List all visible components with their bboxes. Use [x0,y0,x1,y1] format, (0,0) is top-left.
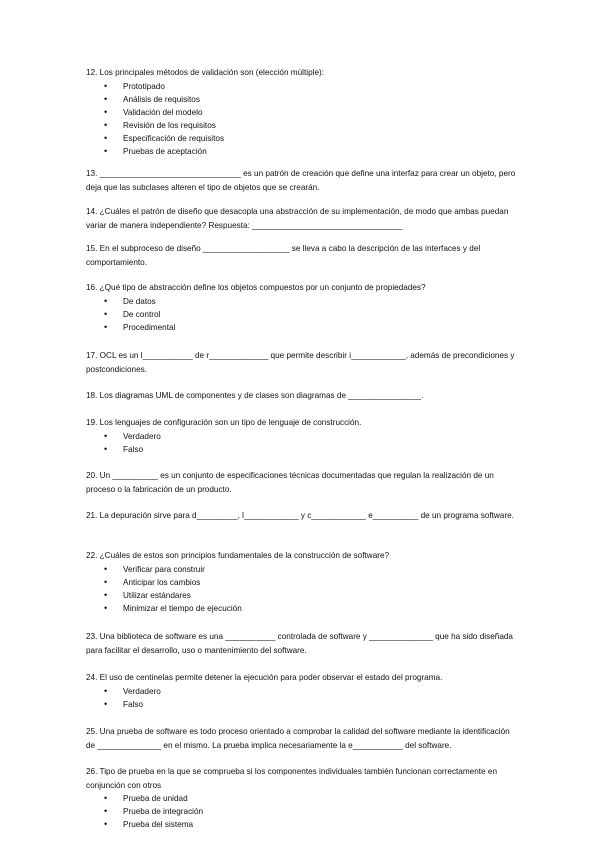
option-item: • Prototipado [86,80,516,93]
option-list [86,295,516,334]
option-item: • Verificar para construir [86,563,516,576]
option-item: • Prueba del sistema [86,818,516,831]
question-text: 14. ¿Cuáles el patrón de diseño que desacopla una abstracción de su implementación, de modo que ambas puedan variar de manera independiente? Respuesta: _________________________________ [86,207,509,230]
option-item: • Validación del modelo [86,106,516,119]
option-item: • Verdadero [86,430,516,443]
question-text: 13. _______________________________ es un patrón de creación que define una interfaz para crear un objeto, pero deja que las subclases alteren el tipo de objetos que se crearán. [86,169,516,192]
question-22 [86,549,516,615]
question-text: 26. Tipo de prueba en la que se comprueba si los componentes individuales también funcionan correctamente en conjunción con otros [86,767,497,790]
option-item: • Análisis de requisitos [86,93,516,106]
option-item: • Anticipar los cambios [86,576,516,589]
question-text: 25. Una prueba de software es todo proceso orientado a comprobar la calidad del software mediante la identificación de ______________ en el mismo. La prueba implica necesariamente la e___________ del software. [86,727,510,750]
question-18 [86,389,516,403]
question-13 [86,167,516,194]
option-item: • De control [86,308,516,321]
question-text: 20. Un __________ es un conjunto de especificaciones técnicas documentadas que regulan la realización de un proceso o la fabricación de un producto. [86,471,494,494]
option-item: • Pruebas de aceptación [86,145,516,158]
question-text: 24. El uso de centinelas permite detener la ejecución para poder observar el estado del programa. [86,673,443,682]
question-text: 15. En el subproceso de diseño ___________________ se lleva a cabo la descripción de las interfaces y del comportamiento. [86,244,481,267]
option-item: • Utilizar estándares [86,589,516,602]
question-17 [86,349,516,376]
question-21 [86,509,516,523]
option-list [86,80,516,158]
question-16 [86,281,516,334]
question-15 [86,242,516,269]
option-item: • De datos [86,295,516,308]
option-item: • Especificación de requisitos [86,132,516,145]
question-19 [86,416,516,456]
option-item: • Minimizar el tiempo de ejecución [86,602,516,615]
question-26 [86,765,516,831]
option-list [86,685,516,711]
question-12 [86,66,516,158]
option-list [86,563,516,615]
question-text: 16. ¿Qué tipo de abstracción define los objetos compuestos por un conjunto de propiedades? [86,283,426,292]
question-text: 12. Los principales métodos de validación son (elección múltiple): [86,68,325,77]
question-23 [86,630,516,657]
option-item: • Prueba de unidad [86,792,516,805]
question-24 [86,671,516,711]
option-item: • Revisión de los requisitos [86,119,516,132]
option-item: • Falso [86,698,516,711]
question-text: 17. OCL es un l___________ de r_____________ que permite describir i____________, además de precondiciones y postcondiciones. [86,351,515,374]
option-item: • Falso [86,443,516,456]
option-item: • Procedimental [86,321,516,334]
question-25 [86,725,516,752]
option-item: • Prueba de integración [86,805,516,818]
question-14 [86,205,516,232]
question-text: 18. Los diagramas UML de componentes y de clases son diagramas de ________________. [86,391,424,400]
question-text: 23. Una biblioteca de software es una ___________ controlada de software y ______________ que ha sido diseñada para facilitar el desarrollo, uso o mantenimiento del software. [86,632,513,655]
question-text: 22. ¿Cuáles de estos son principios fundamentales de la construcción de software? [86,551,390,560]
option-list [86,792,516,831]
option-item: • Verdadero [86,685,516,698]
question-text: 19. Los lenguajes de configuración son un tipo de lenguaje de construcción. [86,418,362,427]
option-list [86,430,516,456]
question-text: 21. La depuración sirve para d_________, l____________ y c____________ e__________ de un programa software. [86,511,514,520]
question-20 [86,469,516,496]
